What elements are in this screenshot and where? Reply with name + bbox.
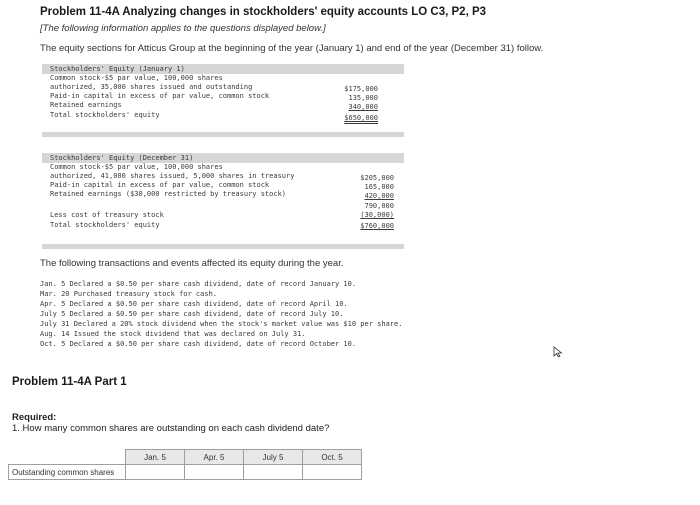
equity-dec-amount: 790,000 — [364, 202, 394, 210]
equity-dec-row: Less cost of treasury stock — [50, 211, 164, 219]
equity-jan-row: Common stock-$5 par value, 100,000 shares — [50, 74, 223, 82]
equity-dec-amount: 165,000 — [364, 183, 394, 191]
shares-july-5-input[interactable] — [247, 465, 299, 479]
equity-jan-row: Retained earnings — [50, 101, 122, 109]
equity-jan-row: Paid-in capital in excess of par value, common stock — [50, 92, 270, 100]
shares-jan-5-input[interactable] — [129, 465, 181, 479]
shares-apr-5-input[interactable] — [188, 465, 240, 479]
transaction-item: Apr. 5 Declared a $0.50 per share cash dividend, date of record April 10. — [40, 300, 348, 308]
equity-dec-total: $760,000 — [360, 222, 394, 230]
equity-jan-row: authorized, 35,000 shares issued and outstanding — [50, 83, 253, 91]
answer-table — [8, 449, 362, 480]
transaction-item: Jan. 5 Declared a $0.50 per share cash dividend, date of record January 10. — [40, 280, 357, 288]
required-label: Required: — [12, 412, 57, 423]
equity-jan-amount: 135,000 — [348, 94, 378, 102]
cell-oct-5 — [303, 465, 362, 480]
equity-jan-block — [42, 64, 404, 132]
equity-dec-row: Retained earnings ($30,000 restricted by treasury stock) — [50, 190, 287, 198]
transaction-item: Oct. 5 Declared a $0.50 per share cash dividend, date of record October 10. — [40, 340, 357, 348]
header-empty — [9, 450, 126, 465]
row-label: Outstanding common shares — [9, 465, 126, 480]
equity-dec-row: Total stockholders' equity — [50, 221, 160, 229]
equity-dec-heading: Stockholders' Equity (December 31) — [50, 154, 194, 162]
problem-intro: The equity sections for Atticus Group at the beginning of the year (January 1) and end of the year (December 31) follow. — [40, 43, 544, 54]
cell-apr-5 — [185, 465, 244, 480]
equity-dec-row: Paid-in capital in excess of par value, common stock — [50, 181, 270, 189]
transaction-item: July 5 Declared a $0.50 per share cash dividend, date of record July 10. — [40, 310, 344, 318]
equity-dec-row: Common stock-$5 par value, 100,000 shares — [50, 163, 223, 171]
cell-jan-5 — [126, 465, 185, 480]
equity-jan-amount: $175,000 — [344, 85, 378, 93]
transaction-item: July 31 Declared a 20% stock dividend when the stock's market value was $10 per share. — [40, 320, 403, 328]
transactions-heading: The following transactions and events affected its equity during the year. — [40, 258, 344, 269]
transaction-item: Mar. 20 Purchased treasury stock for cash. — [40, 290, 218, 298]
equity-dec-amount: (30,000) — [360, 211, 394, 219]
problem-note: [The following information applies to the questions displayed below.] — [40, 23, 326, 34]
table-row — [9, 465, 362, 480]
part-title: Problem 11-4A Part 1 — [12, 376, 127, 388]
problem-title: Problem 11-4A Analyzing changes in stockholders' equity accounts LO C3, P2, P3 — [40, 6, 487, 18]
equity-dec-row: authorized, 41,000 shares issued, 5,000 shares in treasury — [50, 172, 295, 180]
equity-dec-block — [42, 153, 404, 243]
equity-jan-amount: 340,000 — [348, 103, 378, 111]
equity-dec-amount: 420,000 — [364, 192, 394, 200]
mouse-pointer-icon — [553, 346, 563, 358]
equity-jan-heading: Stockholders' Equity (January 1) — [50, 65, 185, 73]
equity-jan-total: $650,000 — [344, 114, 378, 122]
equity-dec-amount: $205,000 — [360, 174, 394, 182]
answer-table-header — [9, 450, 362, 465]
shares-oct-5-input[interactable] — [306, 465, 358, 479]
header-apr-5: Apr. 5 — [185, 450, 244, 465]
header-jan-5: Jan. 5 — [126, 450, 185, 465]
cell-july-5 — [244, 465, 303, 480]
header-july-5: July 5 — [244, 450, 303, 465]
transaction-item: Aug. 14 Issued the stock dividend that was declared on July 31. — [40, 330, 306, 338]
equity-jan-row: Total stockholders' equity — [50, 111, 160, 119]
question-text: 1. How many common shares are outstanding on each cash dividend date? — [12, 423, 330, 434]
header-oct-5: Oct. 5 — [303, 450, 362, 465]
